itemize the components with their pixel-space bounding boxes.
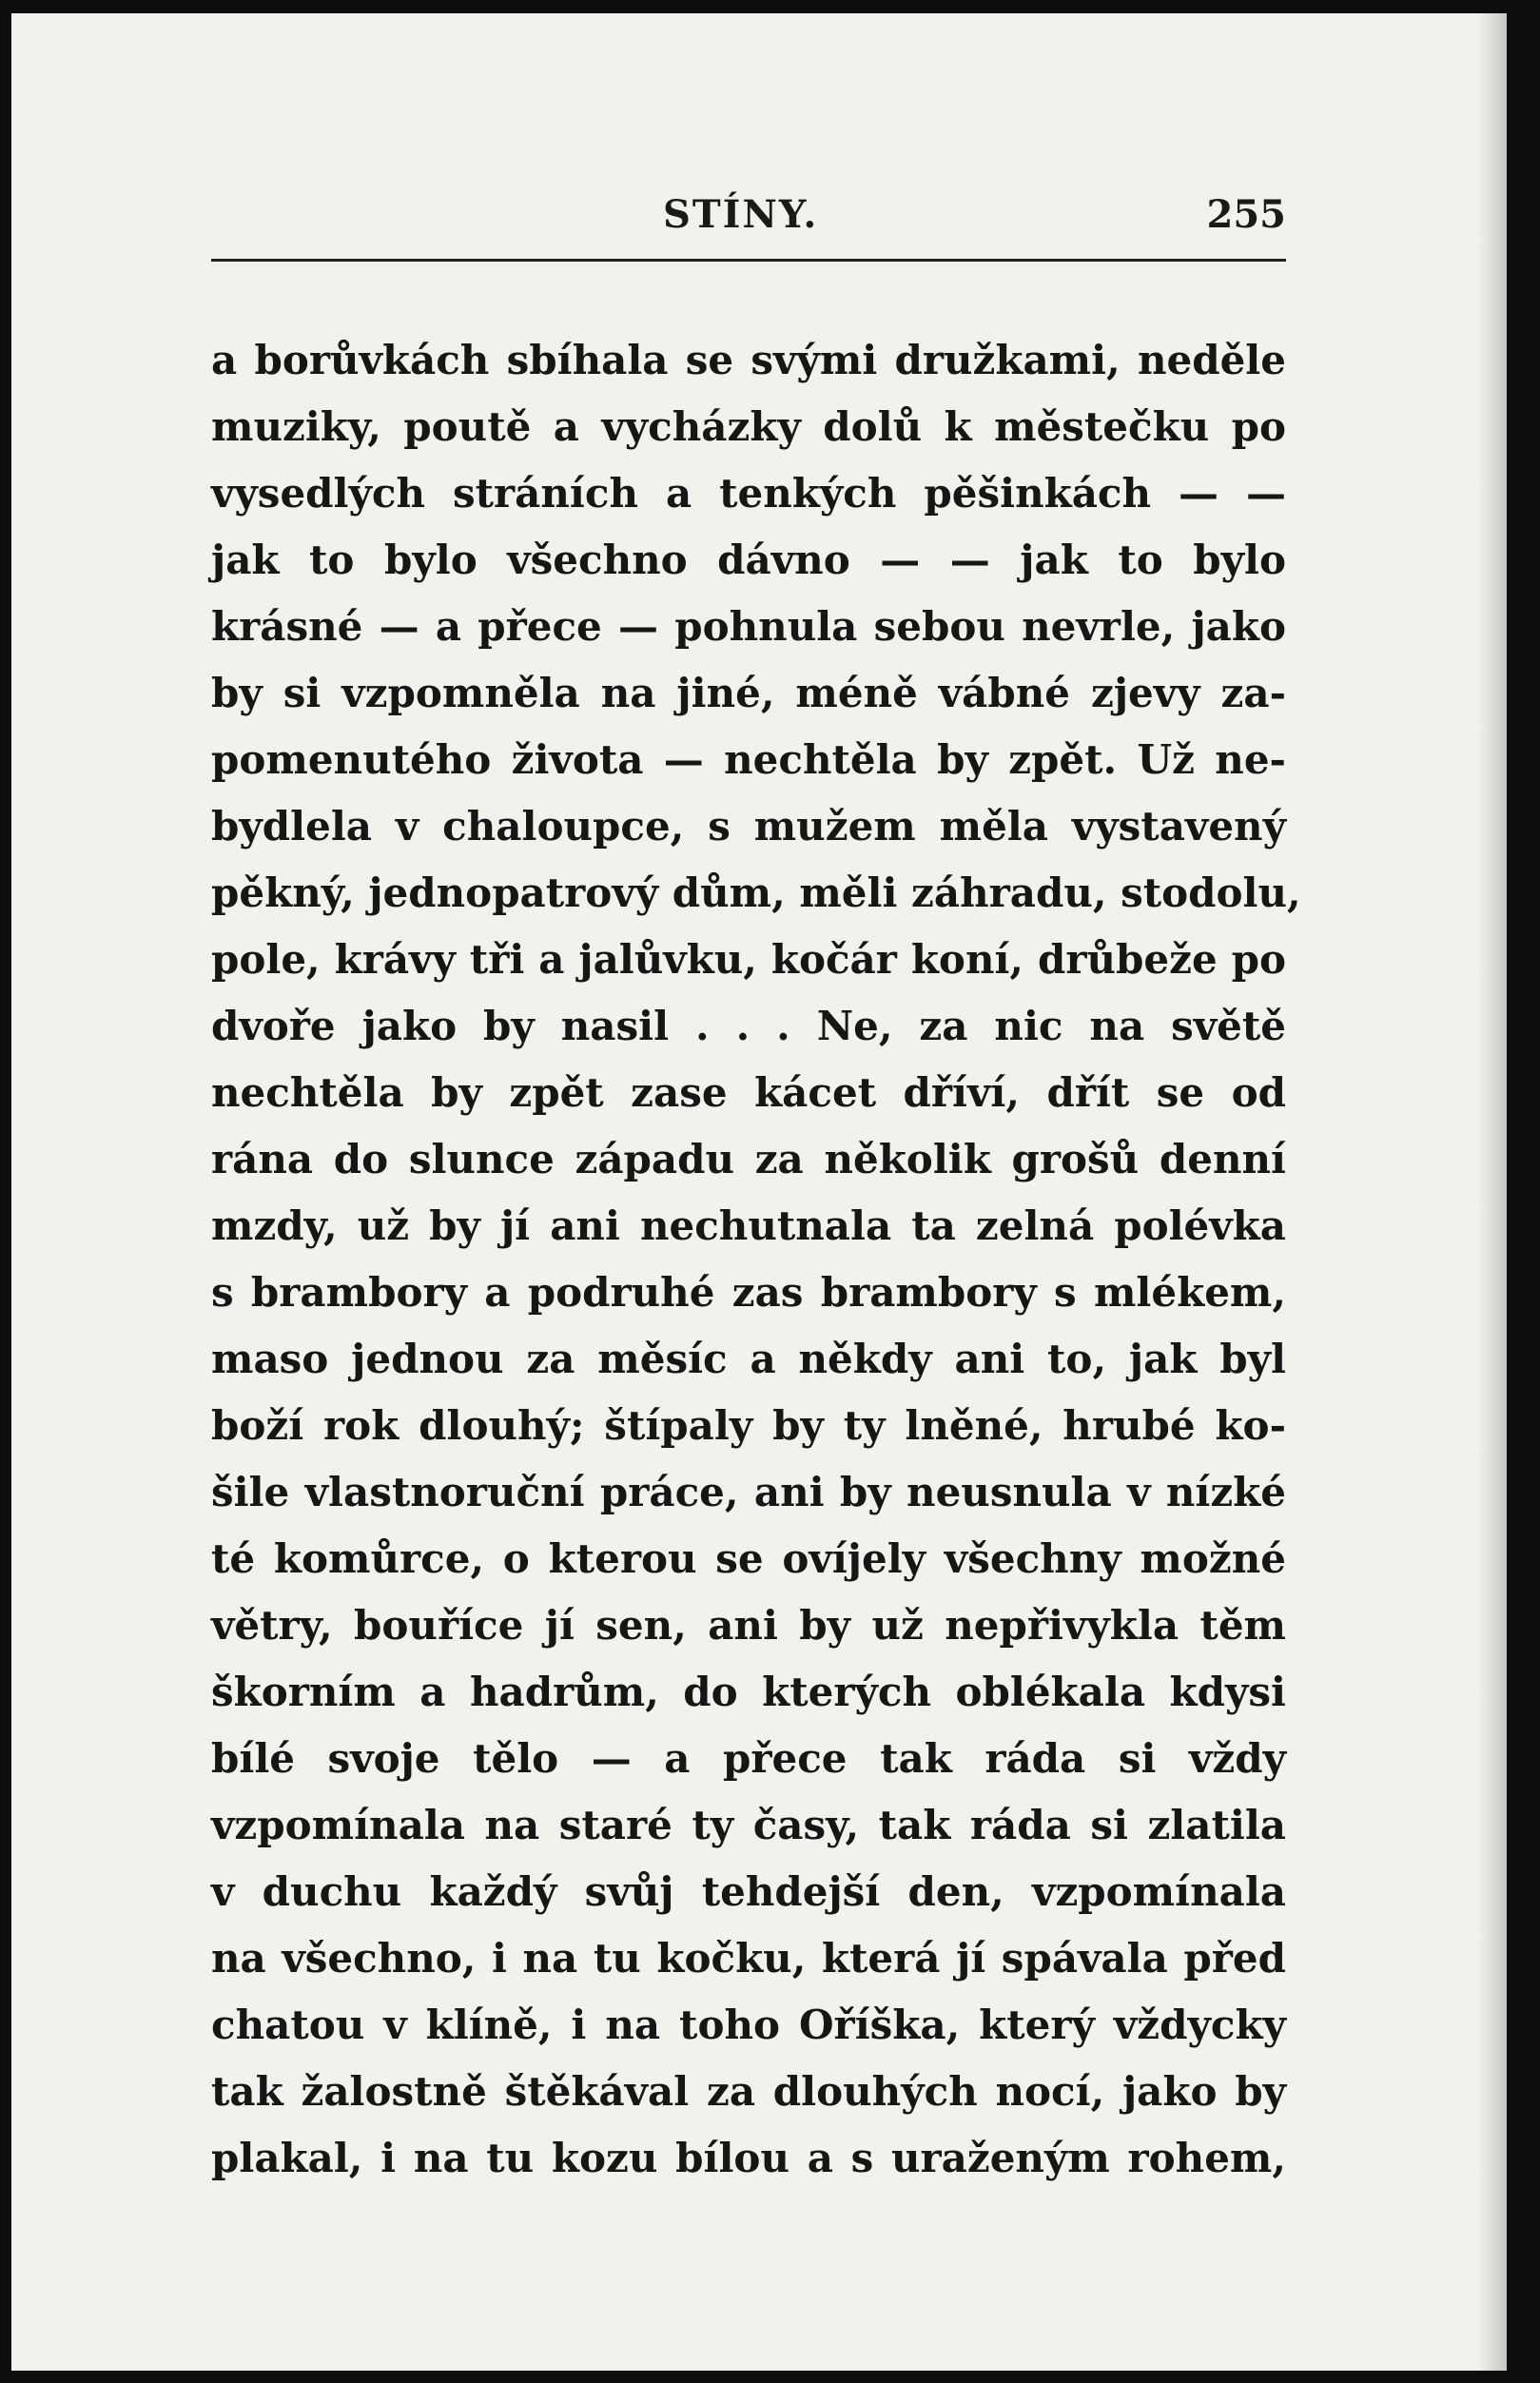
text-line: šile vlastnoruční práce, ani by neusnula v nízké bbox=[211, 1469, 1286, 1515]
text-line: muziky, poutě a vycházky dolů k městečku po bbox=[211, 403, 1286, 450]
header-rule bbox=[211, 259, 1286, 262]
text-line: rána do slunce západu za několik grošů denní bbox=[211, 1136, 1286, 1182]
text-line: té komůrce, o kterou se ovíjely všechny možné bbox=[211, 1535, 1286, 1582]
text-line: by si vzpomněla na jiné, méně vábné zjevy za- bbox=[211, 670, 1286, 716]
text-line: krásné — a přece — pohnula sebou nevrle, jako bbox=[211, 603, 1286, 650]
text-line: dvoře jako by nasil . . . Ne, za nic na světě bbox=[211, 1003, 1286, 1049]
text-line: jak to bylo všechno dávno — — jak to bylo bbox=[211, 537, 1286, 583]
text-line: větry, bouříce jí sen, ani by už nepřivykla těm bbox=[211, 1602, 1286, 1649]
text-line: s brambory a podruhé zas brambory s mlékem, bbox=[211, 1269, 1286, 1316]
text-line: bílé svoje tělo — a přece tak ráda si vždy bbox=[211, 1735, 1286, 1782]
page-edge-shadow bbox=[1478, 13, 1507, 2371]
text-line: tak žalostně štěkával za dlouhých nocí, jako by bbox=[211, 2068, 1286, 2115]
text-line: plakal, i na tu kozu bílou a s uraženým rohem, bbox=[211, 2135, 1286, 2181]
text-line: maso jednou za měsíc a někdy ani to, jak byl bbox=[211, 1336, 1286, 1382]
page-header bbox=[211, 183, 1286, 240]
text-line: pole, krávy tři a jalůvku, kočár koní, drůbeže po bbox=[211, 936, 1286, 983]
text-line: nechtěla by zpět zase kácet dříví, dřít se od bbox=[211, 1069, 1286, 1116]
text-line: bydlela v chaloupce, s mužem měla vystavený bbox=[211, 803, 1286, 850]
page-number: 255 bbox=[1206, 192, 1286, 237]
text-line: a borůvkách sbíhala se svými družkami, neděle bbox=[211, 337, 1286, 383]
body-text bbox=[211, 327, 1301, 2192]
running-title: STÍNY. bbox=[663, 192, 819, 237]
text-line: pomenutého života — nechtěla by zpět. Už ne- bbox=[211, 736, 1286, 783]
text-line: na všechno, i na tu kočku, která jí spávala před bbox=[211, 1935, 1286, 1982]
book-page bbox=[11, 13, 1507, 2371]
text-line: vysedlých stráních a tenkých pěšinkách — — bbox=[211, 470, 1286, 517]
text-line: chatou v klíně, i na toho Oříška, který vždycky bbox=[211, 2002, 1286, 2048]
text-line: vzpomínala na staré ty časy, tak ráda si zlatila bbox=[211, 1802, 1286, 1848]
text-line: pěkný, jednopatrový dům, měli záhradu, stodolu, bbox=[211, 869, 1301, 916]
text-line: v duchu každý svůj tehdejší den, vzpomínala bbox=[211, 1868, 1286, 1915]
text-line: škorním a hadrům, do kterých oblékala kdysi bbox=[211, 1669, 1286, 1715]
text-line: mzdy, už by jí ani nechutnala ta zelná polévka bbox=[211, 1202, 1286, 1249]
text-line: boží rok dlouhý; štípaly by ty lněné, hrubé ko- bbox=[211, 1402, 1286, 1449]
